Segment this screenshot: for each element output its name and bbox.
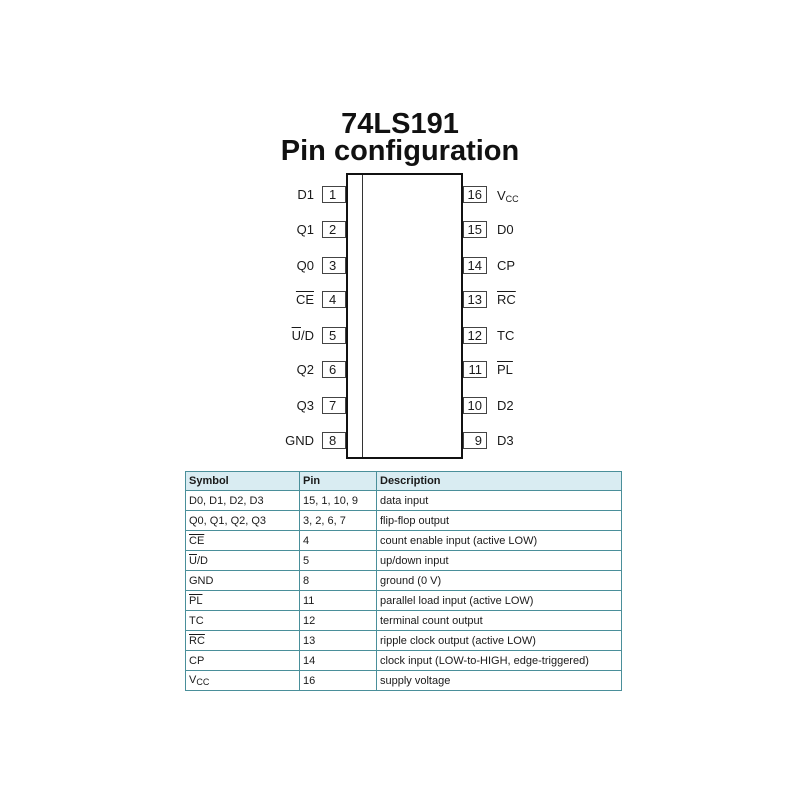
pin-label-8: GND — [285, 433, 314, 448]
pin-4: 4 — [322, 291, 346, 308]
cell-pin: 11 — [300, 591, 377, 611]
pin-label-12: TC — [497, 328, 515, 343]
table-row — [186, 651, 622, 671]
pin-label-3: Q0 — [296, 258, 314, 273]
pin-label-6: Q2 — [296, 362, 314, 377]
pin-label-15: D0 — [497, 222, 514, 237]
cell-symbol: D0, D1, D2, D3 — [186, 491, 300, 511]
package-edge-line — [362, 175, 363, 457]
cell-pin: 15, 1, 10, 9 — [300, 491, 377, 511]
diagram-title: Pin configuration — [280, 135, 520, 167]
pin-label-5: $\overline{U}/D$ — [291, 328, 314, 343]
table-row — [186, 531, 622, 551]
pin-6: 6 — [322, 361, 346, 378]
cell-pin: 5 — [300, 551, 377, 571]
cell-symbol: $\overline{PL}$ — [186, 591, 300, 611]
ic-package-outline — [346, 173, 463, 459]
table-header-row — [186, 472, 622, 491]
pin-7: 7 — [322, 397, 346, 414]
cell-pin: 13 — [300, 631, 377, 651]
cell-description: parallel load input (active LOW) — [377, 591, 622, 611]
cell-description: ripple clock output (active LOW) — [377, 631, 622, 651]
header-pin: Pin — [300, 472, 377, 491]
cell-symbol: Q0, Q1, Q2, Q3 — [186, 511, 300, 531]
header-description: Description — [377, 472, 622, 491]
cell-symbol: $\overline{RC}$ — [186, 631, 300, 651]
cell-pin: 12 — [300, 611, 377, 631]
pin-5: 5 — [322, 327, 346, 344]
pin-9: 9 — [463, 432, 487, 449]
pin-label-14: CP — [497, 258, 516, 273]
cell-pin: 3, 2, 6, 7 — [300, 511, 377, 531]
header-symbol: Symbol — [186, 472, 300, 491]
pin-description-table — [185, 471, 622, 691]
pin-label-10: D2 — [497, 398, 514, 413]
pin-10: 10 — [463, 397, 487, 414]
pin-2: 2 — [322, 221, 346, 238]
table-row — [186, 671, 622, 691]
pin-8: 8 — [322, 432, 346, 449]
cell-symbol: TC — [186, 611, 300, 631]
cell-symbol: $\overline{U}/D$ — [186, 551, 300, 571]
pin-1: 1 — [322, 186, 346, 203]
pin-label-9: D3 — [497, 433, 514, 448]
cell-symbol: GND — [186, 571, 300, 591]
table-row — [186, 551, 622, 571]
pin-label-7: Q3 — [296, 398, 314, 413]
pin-label-1: D1 — [297, 187, 314, 202]
pin-label-11: $\overline{PL}$ — [497, 362, 513, 377]
table-row — [186, 611, 622, 631]
pin-16: 16 — [463, 186, 487, 203]
pin-12: 12 — [463, 327, 487, 344]
chip-name-title: 74LS191 — [341, 108, 459, 140]
pin-11: 11 — [463, 361, 487, 378]
cell-description: count enable input (active LOW) — [377, 531, 622, 551]
table-row — [186, 571, 622, 591]
pin-label-2: Q1 — [296, 222, 314, 237]
table-row — [186, 491, 622, 511]
cell-pin: 8 — [300, 571, 377, 591]
pin-label-16: $V_{CC}$ — [497, 188, 519, 204]
cell-symbol: $\overline{CE}$ — [186, 531, 300, 551]
cell-description: ground (0 V) — [377, 571, 622, 591]
cell-symbol: CP — [186, 651, 300, 671]
cell-description: clock input (LOW-to-HIGH, edge-triggered) — [377, 651, 622, 671]
table-row — [186, 511, 622, 531]
cell-description: flip-flop output — [377, 511, 622, 531]
pin-14: 14 — [463, 257, 487, 274]
cell-pin: 4 — [300, 531, 377, 551]
cell-description: supply voltage — [377, 671, 622, 691]
cell-description: data input — [377, 491, 622, 511]
cell-description: terminal count output — [377, 611, 622, 631]
pin-13: 13 — [463, 291, 487, 308]
pin-label-13: $\overline{RC}$ — [497, 292, 516, 307]
table-row — [186, 631, 622, 651]
cell-pin: 16 — [300, 671, 377, 691]
cell-symbol: $V_{CC}$ — [186, 671, 300, 691]
pin-15: 15 — [463, 221, 487, 238]
pin-3: 3 — [322, 257, 346, 274]
cell-description: up/down input — [377, 551, 622, 571]
pin-label-4: $\overline{CE}$ — [295, 292, 314, 307]
table-row — [186, 591, 622, 611]
cell-pin: 14 — [300, 651, 377, 671]
